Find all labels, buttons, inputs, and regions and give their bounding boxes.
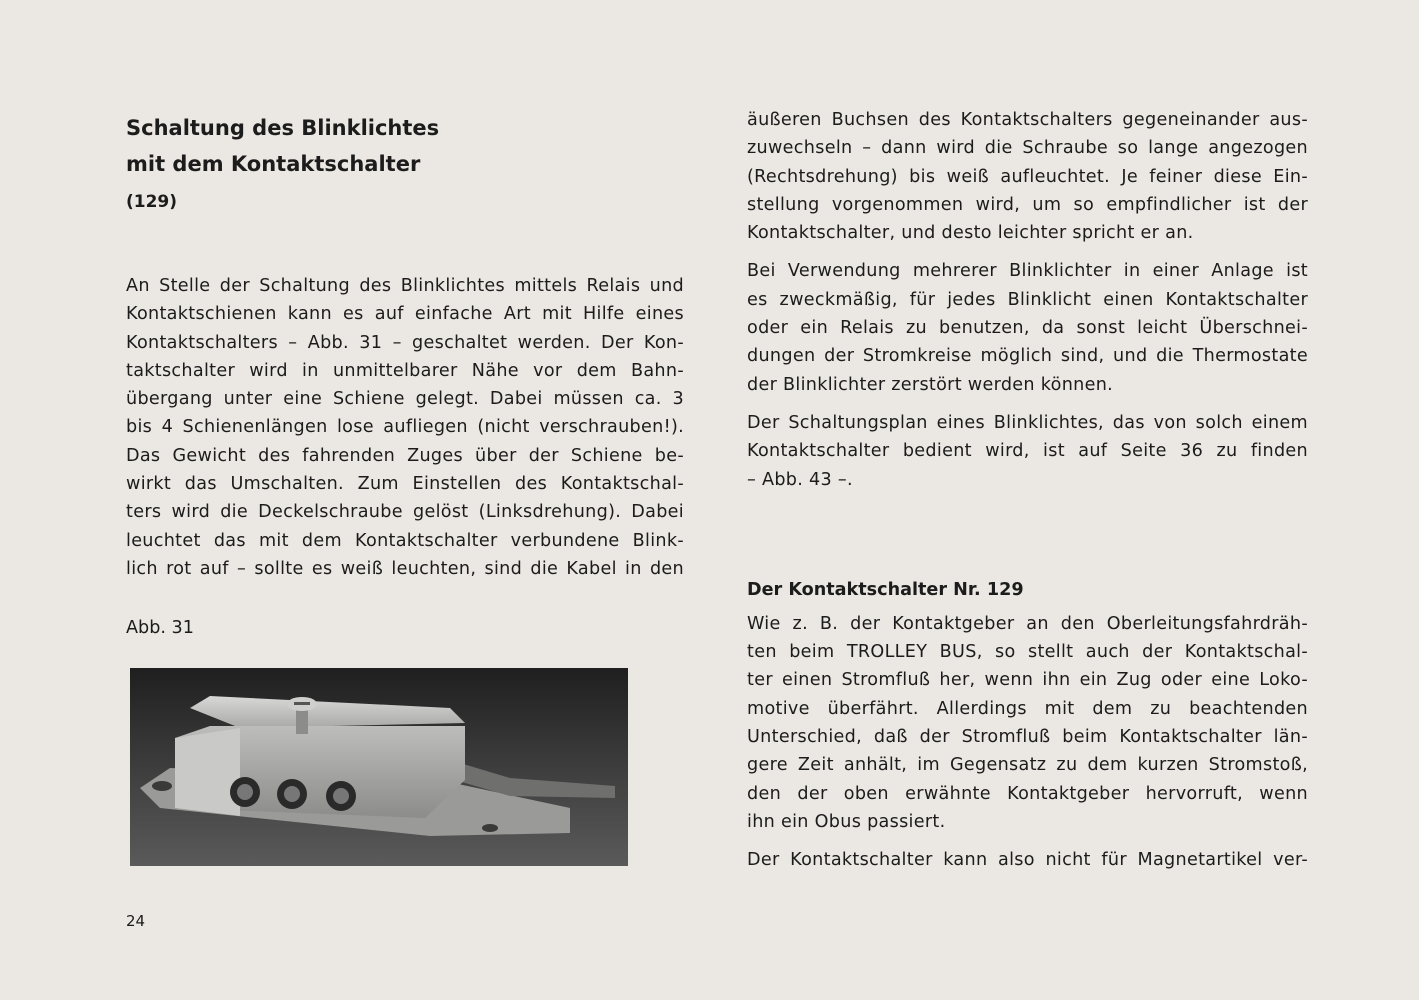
heading-line-1: Schaltung des Blinklichtes (126, 116, 440, 140)
section-heading (126, 110, 684, 220)
text-line: Kontaktschalter bedient wird, ist auf Seite 36 zu finden (747, 441, 1308, 462)
text-line: – Abb. 43 –. (747, 469, 853, 490)
text-line: der Blinklichter zerstört werden können. (747, 374, 1114, 395)
text-line: übergang unter eine Schiene gelegt. Dabei müssen ca. 3 (126, 389, 684, 410)
text-line: bis 4 Schienenlängen lose aufliegen (nicht verschrauben!). (126, 417, 684, 438)
text-line: Kontaktschienen kann es auf einfache Art mit Hilfe eines (126, 304, 684, 325)
text-line: motive überfährt. Allerdings mit dem zu beachtenden (747, 698, 1308, 719)
text-line: taktschalter wird in unmittelbarer Nähe vor dem Bahn- (126, 360, 684, 381)
text-line: Kontaktschalter, und desto leichter spricht er an. (747, 223, 1194, 244)
text-line: äußeren Buchsen des Kontaktschalters gegeneinander aus- (747, 110, 1308, 130)
text-line: zuwechseln – dann wird die Schraube so lange angezogen (747, 138, 1308, 159)
text-line: Der Schaltungsplan eines Blinklichtes, das von solch einem (747, 412, 1308, 433)
text-line: ihn ein Obus passiert. (747, 811, 946, 832)
text-line: den der oben erwähnte Kontaktgeber hervorruft, wenn (747, 783, 1308, 804)
right-paragraph-3 (747, 409, 1308, 494)
text-line: Der Kontaktschalter kann also nicht für Magnetartikel ver- (747, 850, 1308, 871)
right-paragraph-4 (747, 610, 1308, 836)
text-line: ters wird die Deckelschraube gelöst (Linksdrehung). Dabei (126, 502, 684, 523)
right-paragraph-5 (747, 846, 1308, 874)
right-paragraph-1 (747, 106, 1308, 247)
figure-caption: Abb. 31 (126, 618, 194, 638)
text-line: Bei Verwendung mehrerer Blinklichter in einer Anlage ist (747, 261, 1308, 282)
subsection-heading: Der Kontaktschalter Nr. 129 (747, 579, 1024, 600)
text-line: stellung vorgenommen wird, um so empfindlicher ist der (747, 194, 1308, 215)
text-line: An Stelle der Schaltung des Blinklichtes mittels Relais und (126, 276, 684, 296)
heading-line-2: mit dem Kontaktschalter (126, 152, 421, 176)
text-line: dungen der Stromkreise möglich sind, und die Thermostate (747, 346, 1308, 367)
text-line: gere Zeit anhält, im Gegensatz zu dem kurzen Stromstoß, (747, 755, 1308, 776)
text-line: (Rechtsdrehung) bis weiß aufleuchtet. Je feiner diese Ein- (747, 166, 1308, 187)
right-column (747, 106, 1308, 875)
text-line: ten beim TROLLEY BUS, so stellt auch der Kontaktschal- (747, 642, 1308, 663)
text-line: Wie z. B. der Kontaktgeber an den Oberleitungsfahrdräh- (747, 613, 1308, 634)
text-line: ter einen Stromfluß her, wenn ihn ein Zug oder eine Loko- (747, 670, 1308, 691)
left-body-paragraph (126, 272, 684, 583)
contact-switch-photo (130, 668, 628, 866)
text-line: es zweckmäßig, für jedes Blinklicht einen Kontaktschalter (747, 289, 1308, 310)
text-line: lich rot auf – sollte es weiß leuchten, sind die Kabel in den (126, 558, 684, 579)
text-line: Kontaktschalters – Abb. 31 – geschaltet werden. Der Kon- (126, 332, 684, 353)
text-line: oder ein Relais zu benutzen, da sonst leicht Überschnei- (747, 318, 1308, 339)
page-number: 24 (126, 912, 146, 930)
text-line: leuchtet das mit dem Kontaktschalter verbundene Blink- (126, 530, 684, 551)
contact-switch-illustration (130, 668, 628, 866)
text-line: Das Gewicht des fahrenden Zuges über der Schiene be- (126, 445, 684, 466)
text-line: wirkt das Umschalten. Zum Einstellen des Kontaktschal- (126, 474, 684, 495)
heading-number: (129) (126, 192, 178, 212)
left-column (126, 110, 684, 583)
text-line: Unterschied, daß der Stromfluß beim Kontaktschalter län- (747, 727, 1308, 748)
right-paragraph-2 (747, 257, 1308, 398)
